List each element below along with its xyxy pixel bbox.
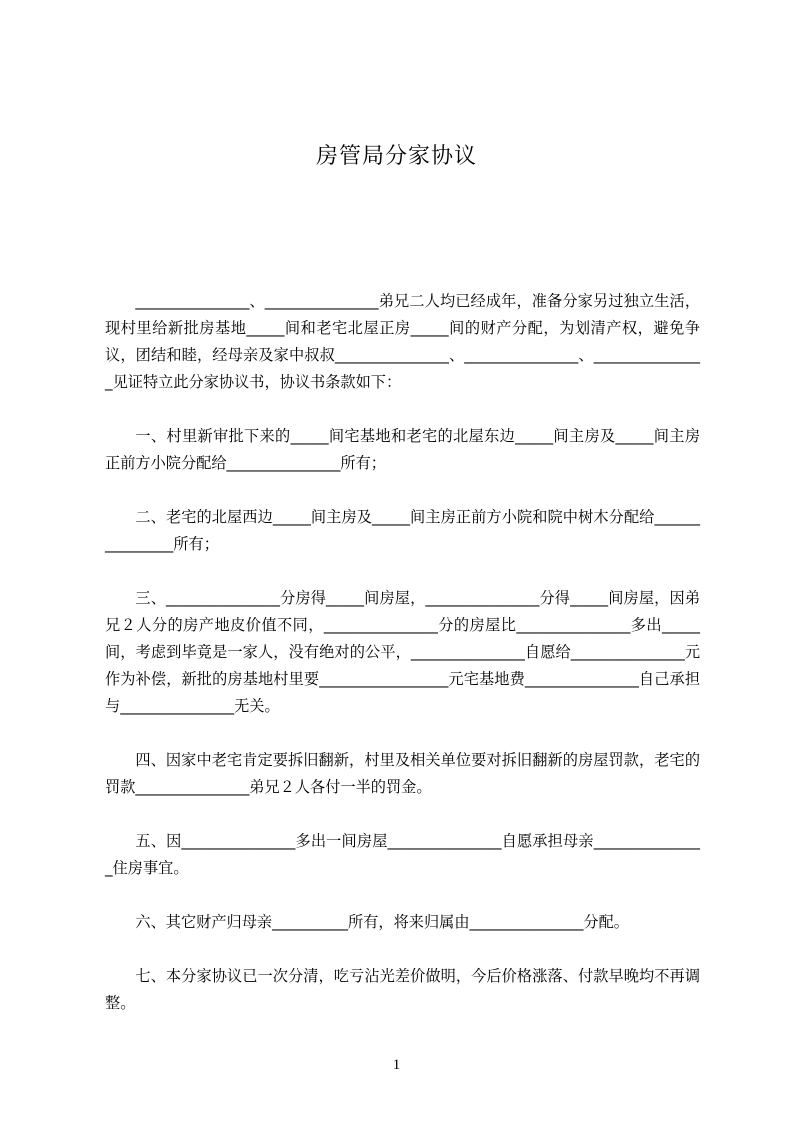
paragraph-clause-7: 七、本分家协议已一次分清，吃亏沾光差价做明，今后价格涨落、付款早晚均不再调整。 xyxy=(105,967,700,1012)
paragraph-clause-6: 六、其它财产归母亲__________所有，将来归属由_______________分配。 xyxy=(135,913,629,931)
page-number: 1 xyxy=(392,1057,401,1073)
agreement-body xyxy=(105,288,700,1017)
paragraph-clause-1: 一、村里新审批下来的_____间宅基地和老宅的北屋东边_____间主房及_____间主房正前方小院分配给_______________所有； xyxy=(105,427,700,472)
paragraph-intro: _______________、_______________弟兄二人均已经成年，准备分家另过独立生活，现村里给新批房基地_____间和老宅北屋正房_____间的财产分配，为划清产权，避免争议，团结和睦，经母亲及家中叔叔_______________、_______________、_______________见证特立此分家协议书，协议书条款如下： xyxy=(105,292,700,391)
paragraph-clause-2: 二、老宅的北屋西边_____间主房及_____间主房正前方小院和院中树木分配给_______________所有； xyxy=(105,508,700,553)
paragraph-clause-3: 三、_______________分房得_____间房屋，_______________分得_____间房屋，因弟兄２人分的房产地皮价值不同，_______________分的房屋比_______________多出_____间，考虑到毕竟是一家人，没有绝对的公平，_______________自愿给_______________元作为补偿，新批的房基地村里要_________________元宅基地费_______________自己承担与_______________无关。 xyxy=(105,589,700,715)
paragraph-clause-4: 四、因家中老宅肯定要拆旧翻新，村里及相关单位要对拆旧翻新的房屋罚款，老宅的罚款_______________弟兄２人各付一半的罚金。 xyxy=(105,751,700,796)
document-title: 房管局分家协议 xyxy=(315,144,477,169)
paragraph-clause-5: 五、因_______________多出一间房屋_______________自愿承担母亲_______________住房事宜。 xyxy=(105,832,700,877)
